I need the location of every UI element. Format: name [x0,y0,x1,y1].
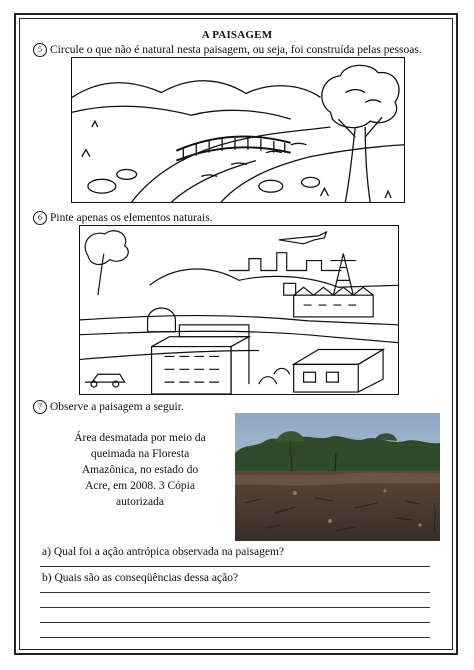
question-text: Pinte apenas os elementos naturais. [50,212,213,224]
question-number: 6 [33,211,47,225]
question-number: 5 [33,43,47,57]
question-6 [33,211,213,225]
page-title: A PAISAGEM [201,29,273,41]
question-number: 7 [33,400,47,414]
river-bridge-drawing-icon [71,57,405,203]
sub-question-label: b) [42,572,52,584]
answer-line-b-1[interactable] [40,592,430,593]
question-5 [33,43,422,57]
question-7 [33,400,184,414]
answer-line-b-3[interactable] [40,622,430,623]
deforested-burned-area-photo-icon [235,413,440,541]
photo-caption: Área desmatada por meio da queimada na Floresta Amazônica, no estado do Acre, em 2008. 3 Cópia autorizada [74,432,206,508]
sub-question-text: Qual foi a ação antrópica observada na paisagem? [53,546,285,558]
sub-question-label: a) [42,546,51,558]
question-text: Observe a paisagem a seguir. [50,401,184,413]
sub-question-text: Quais são as conseqüências dessa ação? [54,572,239,584]
answer-line-b-4[interactable] [40,637,430,638]
sub-question-a [42,546,284,558]
question-text: Circule o que não é natural nesta paisagem, ou seja, foi construída pelas pessoas. [50,44,422,56]
sub-question-b [42,572,238,584]
answer-line-b-2[interactable] [40,607,430,608]
answer-line-a[interactable] [40,566,430,567]
city-factory-drawing-icon [79,225,399,395]
